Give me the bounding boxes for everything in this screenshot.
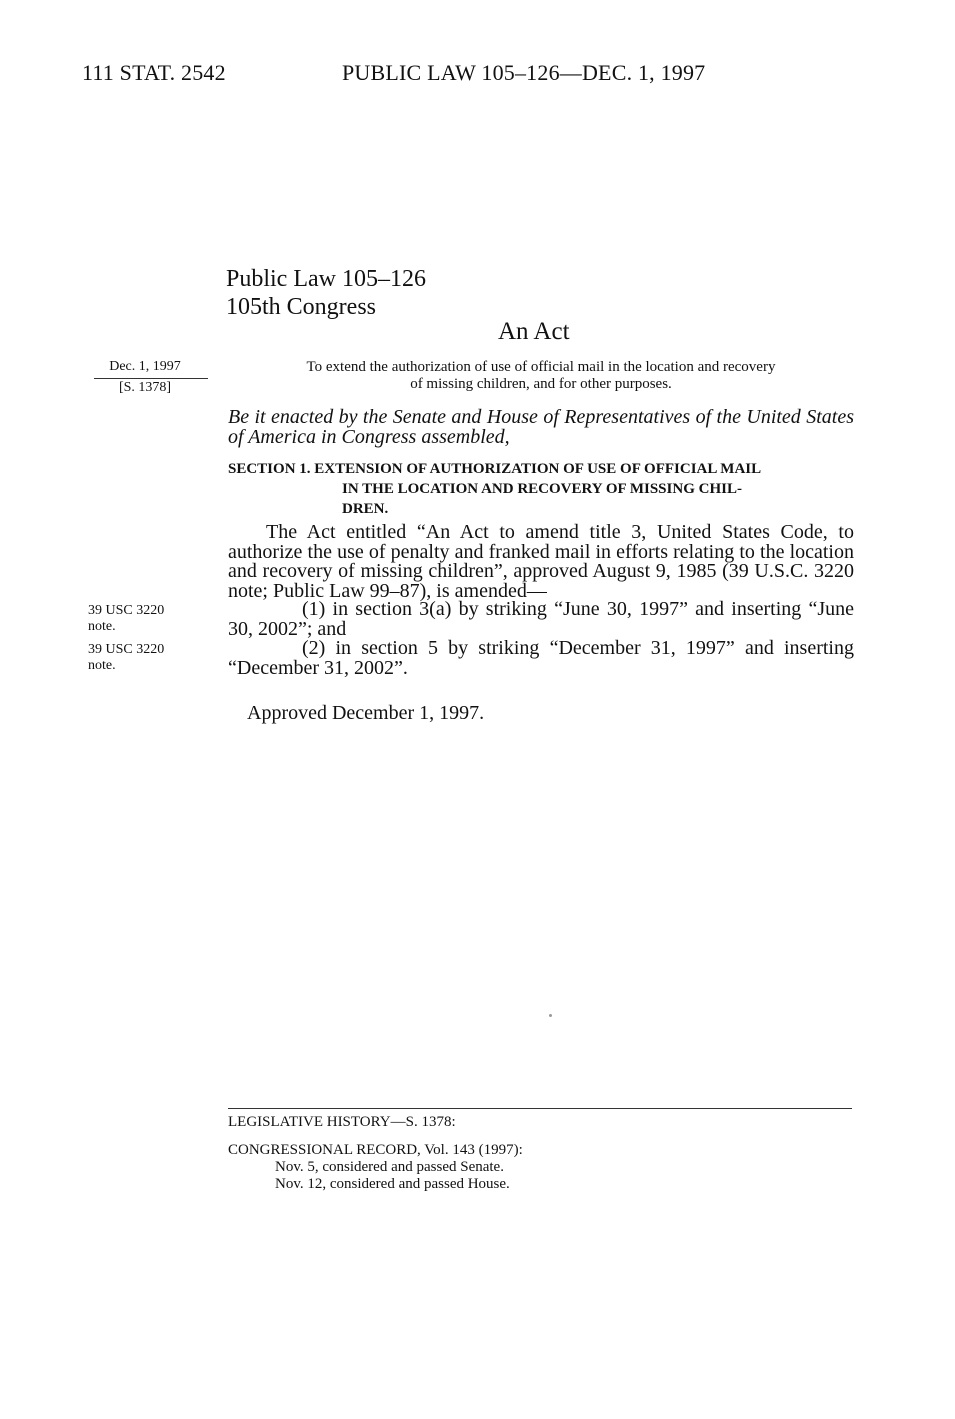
margin-note-label: note. [88,619,116,634]
section-heading [228,459,854,519]
approval-date: Approved December 1, 1997. [247,702,485,724]
margin-date: Dec. 1, 1997 [109,359,181,374]
margin-note [88,642,164,674]
margin-divider [94,378,208,379]
legislative-history-rule [228,1108,852,1109]
legislative-history-entry: Nov. 5, considered and passed Senate. [275,1159,504,1175]
purpose-line: To extend the authorization of use of official mail in the location and recovery [306,359,776,375]
act-heading: An Act [498,318,570,345]
purpose-line: of missing children, and for other purposes. [410,376,672,392]
scan-speck [549,1014,552,1017]
margin-note [88,603,164,635]
margin-note-label: note. [88,658,116,673]
act-purpose [256,359,826,393]
section-heading-line: DREN. [342,501,389,517]
margin-note-cite: 39 USC 3220 [88,603,165,618]
congress-number: 105th Congress [226,294,376,320]
margin-note-cite: 39 USC 3220 [88,642,165,657]
page-stat-citation: 111 STAT. 2542 [82,60,226,85]
section-body: The Act entitled “An Act to amend title 3, United States Code, to authorize the use of penalty and franked mail in efforts relating to the location and recovery of missing children”, approved August 9, 1985 (39 U.S.C. 3220 note; Public Law 99–87), is amended— [228,521,854,602]
legislative-history-heading: LEGISLATIVE HISTORY—S. 1378: [228,1114,456,1130]
margin-bill-number: [S. 1378] [118,380,172,395]
amendment-item: (2) in section 5 by striking “December 31, 1997” and inserting “December 31, 2002”. [228,637,854,679]
section-heading-line: IN THE LOCATION AND RECOVERY OF MISSING CHIL- [342,481,742,497]
section-heading-line: SECTION 1. EXTENSION OF AUTHORIZATION OF USE OF OFFICIAL MAIL [228,461,762,477]
legislative-history-entry: Nov. 12, considered and passed House. [275,1176,510,1192]
public-law-number: Public Law 105–126 [226,266,426,292]
running-title: PUBLIC LAW 105–126—DEC. 1, 1997 [342,60,706,85]
enacting-clause: Be it enacted by the Senate and House of Representatives of the United States of America in Congress assembled, [228,406,854,448]
congressional-record: CONGRESSIONAL RECORD, Vol. 143 (1997): [228,1142,523,1158]
amendment-item: (1) in section 3(a) by striking “June 30, 1997” and inserting “June 30, 2002”; and [228,598,854,640]
